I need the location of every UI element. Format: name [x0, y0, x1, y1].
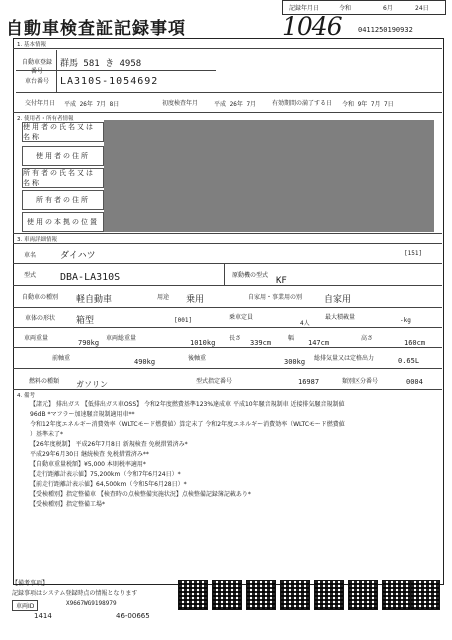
- first-reg-value: 平成 26年 7月: [214, 101, 257, 108]
- max-load-value: -kg: [400, 317, 411, 324]
- fuel-value: ガソリン: [76, 380, 108, 389]
- use-label: 用途: [156, 294, 169, 301]
- capacity-label: 乗車定員: [228, 314, 253, 321]
- qr-code-6: [348, 580, 378, 610]
- reg-date-label: 交付年月日: [24, 100, 55, 107]
- footer-left-code: 1414: [34, 612, 52, 620]
- owner-name-label: 所有者の氏名又は名称: [22, 168, 104, 188]
- section2-heading: 2. 使用者・所有者情報: [17, 116, 74, 122]
- vin-label: 車台番号: [24, 78, 49, 85]
- remark-line: 平成29年6月30日 継続検査 免税措置済み**: [30, 451, 149, 458]
- qr-code-4: [280, 580, 310, 610]
- section4-heading: 4. 備考: [17, 393, 35, 399]
- document-title: 自動車検査証記録事項: [6, 19, 186, 39]
- vehicle-id-value: X9667WG9198979: [66, 600, 117, 607]
- body-code: [001]: [174, 317, 193, 324]
- model-value: DBA-LA310S: [60, 272, 121, 283]
- purpose-value: 自家用: [324, 295, 352, 305]
- length-value: 339cm: [250, 339, 272, 347]
- qr-code-5: [314, 580, 344, 610]
- engine-value: KF: [276, 276, 287, 286]
- remark-line: 【26年度税制】 平成26年7月8日 新規検査 免税措置済み*: [30, 441, 188, 448]
- displacement-value: 0.65L: [398, 357, 420, 365]
- gross-weight-label: 車両総重量: [105, 335, 136, 342]
- footer-mid-code: 46-00665: [116, 612, 150, 620]
- front-axle-value: 490kg: [134, 358, 156, 366]
- model-label: 型式: [23, 272, 36, 279]
- remark-line: ）基準未了*: [30, 431, 64, 438]
- remark-line: 【走行距離計表示値】75,200km（令和7年6月24日）*: [30, 471, 181, 478]
- width-label: 幅: [287, 335, 294, 342]
- section3-heading: 3. 車両詳細情報: [17, 237, 57, 243]
- kind-value: 軽自動車: [76, 295, 113, 305]
- footer-note: 記録事項はシステム登録時点の情報となります: [12, 590, 138, 597]
- document-code: 0411250190932: [358, 26, 413, 34]
- height-label: 高さ: [360, 335, 373, 342]
- issue-month: 6月: [383, 5, 393, 12]
- front-axle-label: 前軸重: [51, 355, 70, 362]
- max-load-label: 最大積載量: [324, 314, 355, 321]
- issue-date-label: 記録年月日: [289, 5, 320, 12]
- qr-code-2: [212, 580, 242, 610]
- type-cert-label: 型式指定番号: [195, 378, 232, 385]
- remark-line: 令和12年度エネルギー消費効率（WLTCモード燃費値）算定未了 令和2年度エネルギー消費効率（WLTCモード燃費値: [30, 421, 345, 428]
- maker-value: ダイハツ: [60, 251, 96, 261]
- class-label: 類別区分番号: [341, 378, 378, 385]
- handwritten-number: 1046: [282, 12, 342, 41]
- vehicle-id-label: 車両ID: [12, 600, 38, 611]
- gross-weight-value: 1010kg: [190, 339, 216, 347]
- footer-heading: 【備考事項】: [12, 580, 49, 587]
- qr-code-1: [178, 580, 208, 610]
- issue-day: 24日: [415, 5, 429, 12]
- rear-axle-label: 後軸重: [187, 355, 206, 362]
- displacement-label: 総排気量又は定格出力: [313, 355, 374, 362]
- length-label: 長さ: [228, 335, 241, 342]
- vin-value: LA310S-1054692: [60, 76, 159, 87]
- maker-label: 車名: [23, 252, 36, 259]
- user-address-label: 使用者の住所: [22, 146, 104, 166]
- expiry-label: 有効期間の満了する日: [271, 100, 332, 107]
- remark-line: 【受検種別】指定整備工場*: [30, 501, 106, 508]
- reg-number-value: 群馬 581 き 4958: [60, 59, 142, 69]
- maker-code: [151]: [404, 250, 423, 257]
- engine-label: 原動機の型式: [231, 272, 268, 279]
- qr-code-7: [382, 580, 412, 610]
- kind-label: 自動車の種別: [21, 294, 58, 301]
- redacted-block: [104, 120, 434, 232]
- body-label: 車体の形状: [24, 315, 55, 322]
- base-location-label: 使用の本拠の位置: [22, 212, 104, 232]
- rear-axle-value: 300kg: [284, 358, 306, 366]
- width-value: 147cm: [308, 339, 330, 347]
- purpose-label: 自家用・事業用の別: [247, 294, 302, 301]
- remark-line: 【前走行距離計表示値】64,500km（令和5年6月28日）*: [30, 481, 187, 488]
- first-reg-label: 初度検査年月: [161, 100, 198, 107]
- weight-value: 790kg: [78, 339, 100, 347]
- class-value: 0004: [406, 378, 423, 386]
- type-cert-value: 16987: [298, 378, 320, 386]
- reg-number-label: 自動車登録番号: [21, 59, 52, 75]
- remarks-block: [30, 400, 430, 510]
- remark-line: 【諸元】 排出ガス 【低排出ガス車OSS】 令和2年度燃費基準123%達成車 平成10年騒音規制車 近接排気騒音規制値: [30, 401, 345, 408]
- remark-line: 【自動車重量税額】¥5,000 本則税率適用*: [30, 461, 146, 468]
- qr-code-8: [410, 580, 440, 610]
- remark-line: 96dB *マフラー加速騒音規制適用車**: [30, 411, 135, 418]
- remark-line: 【受検種別】指定整備車 【検査時の点検整備実施状況】点検整備記録簿記載あり*: [30, 491, 251, 498]
- weight-label: 車両重量: [23, 335, 48, 342]
- issue-era: 令和: [339, 5, 352, 12]
- use-value: 乗用: [186, 295, 205, 305]
- expiry-value: 令和 9年 7月 7日: [342, 101, 394, 108]
- reg-date-value: 平成 26年 7月 8日: [64, 101, 120, 108]
- owner-address-label: 所有者の住所: [22, 190, 104, 210]
- height-value: 160cm: [404, 339, 426, 347]
- capacity-value: 4人: [300, 320, 310, 327]
- qr-code-3: [246, 580, 276, 610]
- fuel-label: 燃料の種類: [28, 378, 59, 385]
- user-name-label: 使用者の氏名又は名称: [22, 122, 104, 142]
- section1-heading: 1. 基本情報: [17, 42, 46, 48]
- body-value: 箱型: [76, 316, 95, 326]
